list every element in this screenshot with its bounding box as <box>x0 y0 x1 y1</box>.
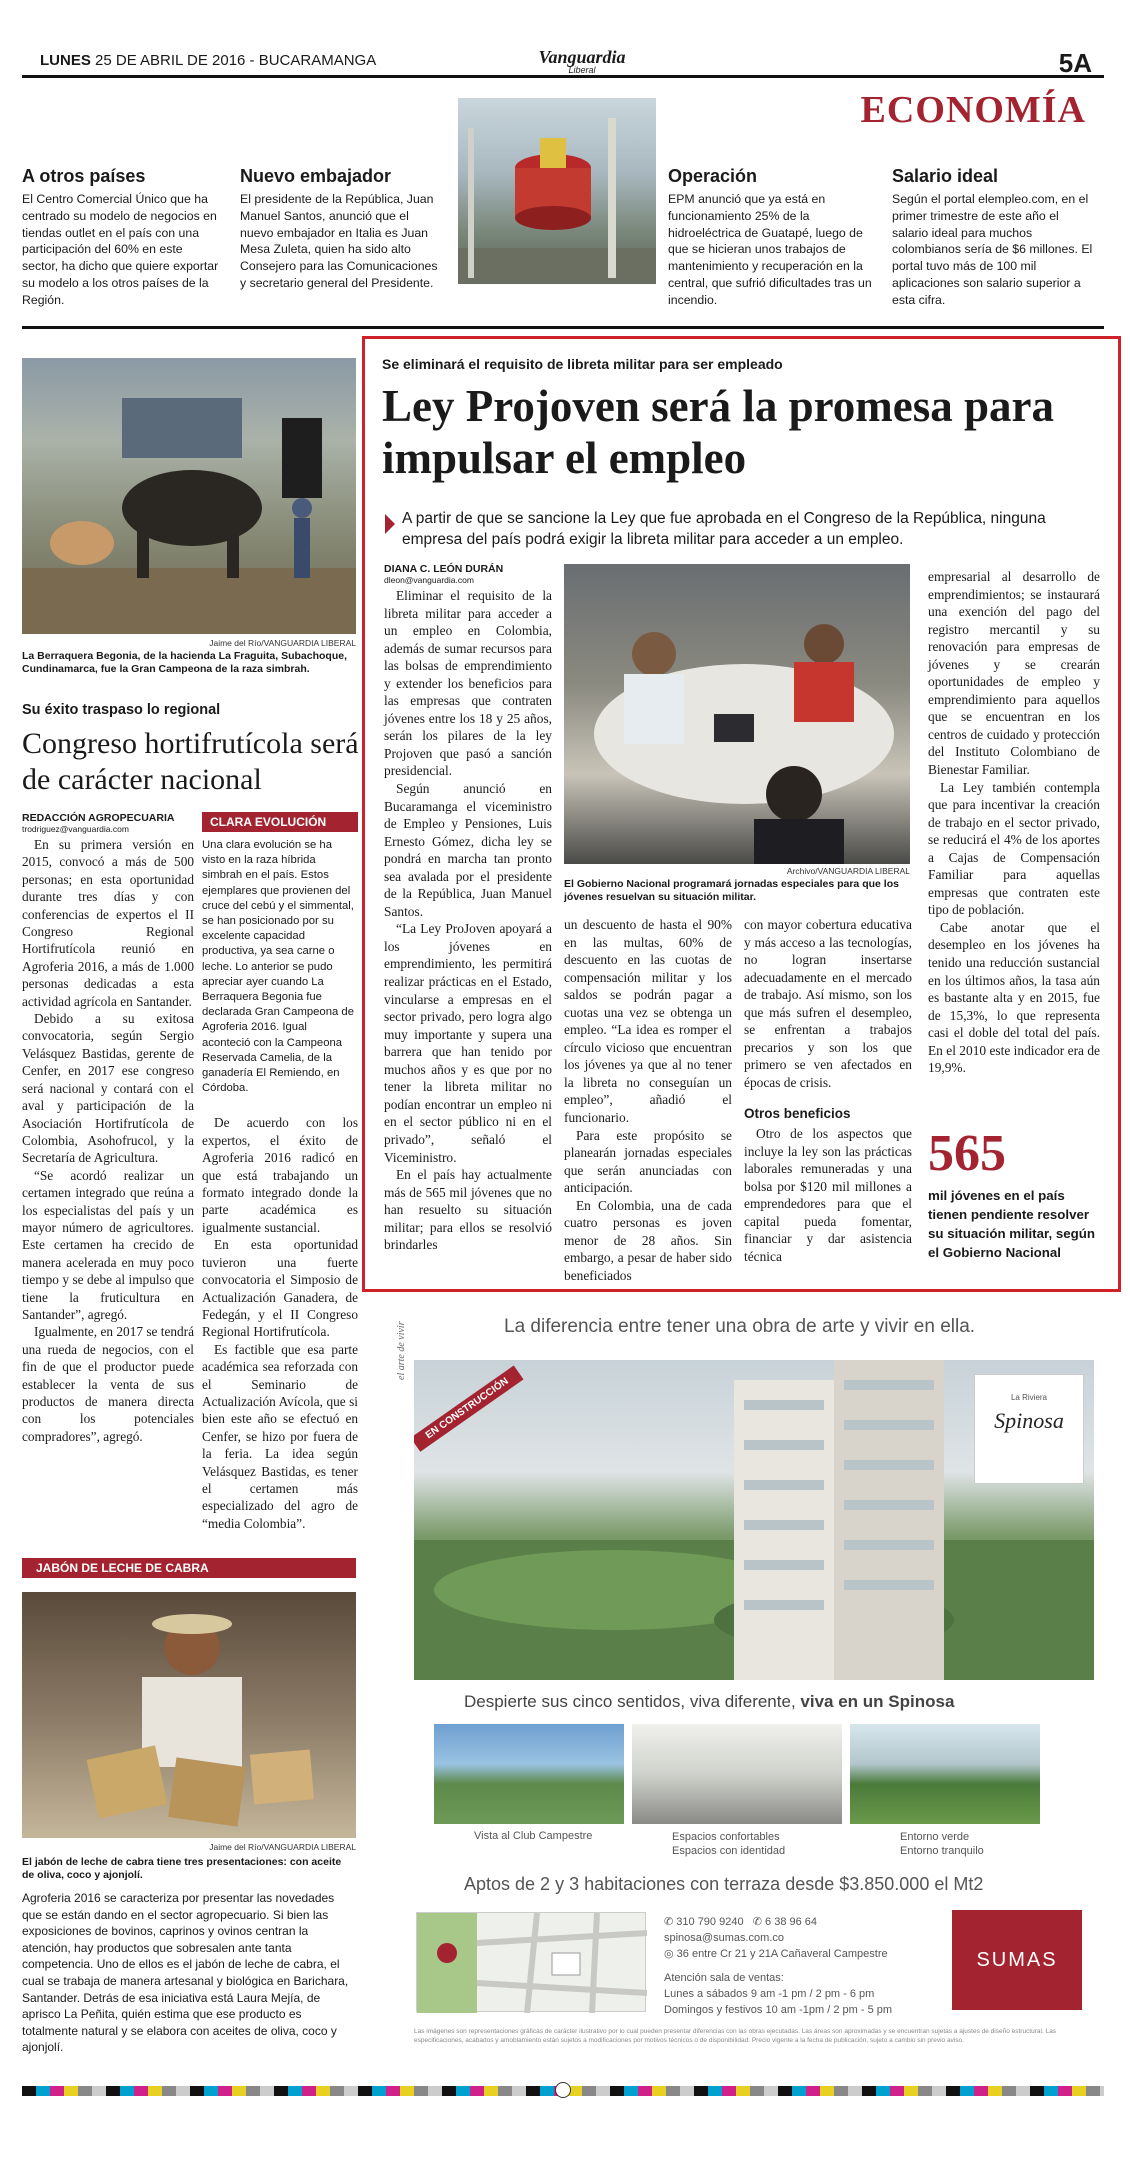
paragraph: Es factible que esa parte académica sea reforzada con el Seminario de Actualización Avícola, que si bien este año se efectuó en Cenfer, se hizo por fuera de la feria. La idea según Velásquez Bastidas, es tener el certamen más especializado del agro de “media Colombia”. <box>202 1341 358 1531</box>
ad-hero-image <box>414 1360 1094 1680</box>
ad-brand-box <box>974 1374 1084 1484</box>
brief-title: Salario ideal <box>892 166 999 186</box>
date-line <box>40 52 376 69</box>
main-col-2 <box>564 916 732 1284</box>
location-icon: ◎ <box>664 1948 677 1960</box>
paragraph: Cabe anotar que el desempleo en los jóvenes ha tenido una reducción sustancial en los últimos años, la tasa aún es bastante alta y en 2015, fue de 15,3%, lo que representa casi el doble del total del país. En el 2010 este indicador era de 19,9%. <box>928 919 1100 1076</box>
ad-phone: 310 790 9240 <box>676 1916 744 1928</box>
paragraph: La Ley también contempla que para incentivar la creación de trabajo en el sector privado, se reducirá el 4% de los aportes a Cajas de Compensación Familiar para aquellas empresas que contraten este tipo de población. <box>928 779 1100 918</box>
ad-offer: Aptos de 2 y 3 habitaciones con terraza desde $3.850.000 el Mt2 <box>464 1874 984 1894</box>
sidebar-label: CLARA EVOLUCIÓN <box>202 812 358 832</box>
ad-phones <box>664 1914 944 1930</box>
soap-illustration <box>22 1592 356 1838</box>
phone-icon: ✆ <box>664 1916 677 1928</box>
logo-main: Vanguardia <box>538 47 626 67</box>
stat-text: mil jóvenes en el país tienen pendiente resolver su situación militar, según el Gobierno Nacional <box>928 1188 1095 1260</box>
brief-title: Operación <box>668 166 758 186</box>
phone-icon-2: ✆ <box>746 1916 766 1928</box>
brief-text: Según el portal elempleo.com, en el primer trimestre de este año el salario ideal para muchos colombianos sería de $6 millones. El portal tuvo más de 100 mil aplicaciones son salario superior a esta cifra. <box>892 192 1093 307</box>
deck-marker <box>385 514 395 534</box>
goat-photo-caption: El jabón de leche de cabra tiene tres presentaciones: con aceite de oliva, coco y ajonjolí. <box>22 1856 342 1881</box>
story-body <box>22 836 194 1445</box>
ad-thumb-line: Vista al Club Campestre <box>474 1830 593 1842</box>
paragraph: En esta oportunidad tuvieron una fuerte convocatoria el Simposio de Actualización Ganadera, de Fedegán, y el II Congreso Regional Hortifrutícola. <box>202 1237 358 1340</box>
story-headline: Congreso hortifrutícola será de carácter nacional <box>22 727 359 796</box>
ad-hours-title: Atención sala de ventas: <box>664 1972 784 1984</box>
paragraph: un descuento de hasta el 90% en las multas, 60% de descuento en las cuotas de compensación militar y los saldos se podrán pagar a cuotas una vez se obtenga un empleo. “La idea es romper el círculo vicioso que encuentran los jóvenes ya que al no tener la libreta no conseguían un empleo”, añadió el funcionario. <box>564 917 732 1126</box>
ad-address: 36 entre Cr 21 y 21A Cañaveral Campestre <box>676 1948 888 1960</box>
ad-email: spinosa@sumas.com.co <box>664 1932 784 1944</box>
ad-thumb-line: Espacios confortables <box>672 1831 780 1843</box>
goat-photo-credit: Jaime del Río/VANGUARDIA LIBERAL <box>209 1842 356 1852</box>
main-headline: Ley Projoven será la promesa para impulsar el empleo <box>382 381 1054 483</box>
ad-slogan-part2: viva en un Spinosa <box>800 1692 955 1711</box>
ad-hours-1: Lunes a sábados 9 am -1 pm / 2 pm - 6 pm <box>664 1988 875 2000</box>
paragraph: De acuerdo con los expertos, el éxito de Agroferia 2016 radicó en que está trabajando un formato integrado donde la parte académica es igualmente sustancial. <box>202 1115 358 1235</box>
left-col-1 <box>22 812 194 1445</box>
soap-photo <box>22 1592 356 1838</box>
main-subhead: Otros beneficios <box>744 1106 851 1122</box>
ad-map <box>416 1912 646 2012</box>
page-number: 5A <box>1058 48 1092 78</box>
paragraph: Según anunció en Bucaramanga el viceministro de Empleo y Pensiones, Luis Ernesto Gómez, dicha ley se pondrá en marcha tan pronto sea avalada por el presidente de la República, Juan Manuel Santos. <box>384 781 552 919</box>
ad-builder-name: SUMAS <box>976 1948 1058 1971</box>
left-col-2 <box>202 812 358 1532</box>
paragraph: En Colombia, una de cada cuatro personas es joven menor de 28 años. Sin embargo, a pesar de haber sido beneficiados <box>564 1197 732 1283</box>
meeting-photo <box>564 564 910 864</box>
paragraph: con mayor cobertura educativa y más acceso a las tecnologías, no logran insertarse adecuadamente en el mercado de trabajo. Así mismo, son los que más sufren el desempleo, se enfrentan a trabajos precarios y son los que primero se ven afectados en épocas de crisis. <box>744 917 912 1090</box>
paragraph: Eliminar el requisito de la libreta militar para acceder a un empleo en Colombia, además de sumar recursos para las bolsas de emprendimiento y extender los beneficios para las empresas que contraten jóvenes entre los 18 y 25 años, serán los pilares de la ley Projoven que pasó a sanción presidencial. <box>384 588 552 779</box>
turbine-illustration <box>458 98 656 284</box>
paragraph: Igualmente, en 2017 se tendrá una rueda de negocios, con el fin de que el productor puede establecer la venta de sus productos de manera directa con los potenciales compradores”, agregó. <box>22 1324 194 1444</box>
paragraph: En el país hay actualmente más de 565 mil jóvenes que no han resuelto su situación militar; para ellos se resolvió brindarles <box>384 1167 552 1253</box>
story-kicker: Su éxito traspaso lo regional <box>22 702 221 718</box>
ad-thumb-line: Entorno verde <box>900 1831 970 1843</box>
main-col-4 <box>928 568 1100 1077</box>
ad-thumb-1 <box>434 1724 624 1824</box>
briefs-divider <box>22 326 1104 329</box>
story-email: trodriguez@vanguardia.com <box>22 824 129 834</box>
ad-construction-badge: EN CONSTRUCCIÓN <box>414 1365 524 1451</box>
ad-vertical-text: el arte de vivir <box>396 1321 407 1380</box>
paragraph: Otro de los aspectos que incluye la ley son las prácticas laborales remuneradas y una bolsa por $120 mil millones a emprendedores para que el capital pueda fomentar, financiar y dar asistencia técnica <box>744 1126 912 1264</box>
main-body-col1 <box>384 587 552 1254</box>
photo-caption: La Berraquera Begonia, de la hacienda La Fraguita, Subachoque, Cundinamarca, fue la Gran Campeona de la raza simbrah. <box>22 650 347 675</box>
ad-container <box>396 1300 1104 2080</box>
main-kicker: Se eliminará el requisito de libreta militar para ser empleado <box>382 356 783 372</box>
stat-number: 565 <box>928 1125 1006 1182</box>
ad-brand-small: La Riviera <box>1010 1393 1047 1402</box>
brief-text: EPM anunció que ya está en funcionamiento 25% de la hidroeléctrica de Guatapé, luego de que se hicieran unos trabajos de mantenimiento y recuperación en la central, que sufrió dificultades tras un incendio. <box>668 192 872 307</box>
paragraph: “La Ley ProJoven apoyará a los jóvenes en emprendimiento, les permitirá realizar prácticas en el Estado, vincularse a empresas en el sector privado, pero logra algo muy importante y supera una barrera que han tenido por muchos años y es que por no tener la libreta militar no podían encontrar un empleo ni en el sector público ni en el privado”, señaló el Viceministro. <box>384 921 552 1165</box>
ad-thumb-label-2 <box>672 1830 785 1858</box>
brief-text: El presidente de la República, Juan Manuel Santos, anunció que el nuevo embajador en Italia es Juan Mesa Zuleta, quien ha sido alto Consejero para las Comunicaciones y secretario general del Presidente. <box>240 192 438 290</box>
ad-thumb-line: Espacios con identidad <box>672 1845 786 1857</box>
sidebar-text: Una clara evolución se ha visto en la raza híbrida simbrah en el país. Estos ejemplares que provienen del cruce del cebú y el simmental, se han posicionado por su excelente capacidad productiva, ya sea carne o leche. Lo anterior se pudo apreciar ayer cuando La Berraquera Begonia fue declarada Gran Campeona de Agroferia 2016. Igual aconteció con la Campeona Reservada Camelia, de la ganadería El Remiendo, en Córdoba. <box>202 839 354 1095</box>
goat-section-label-bar <box>22 1558 356 1578</box>
ad-phone-2: 6 38 96 64 <box>765 1916 818 1928</box>
main-photo-credit: Archivo/VANGUARDIA LIBERAL <box>786 866 910 876</box>
ad-thumb-line: Entorno tranquilo <box>900 1845 984 1857</box>
brief-3 <box>668 166 873 309</box>
goat-section-label: JABÓN DE LECHE DE CABRA <box>36 1561 209 1575</box>
main-col-1 <box>384 563 552 1254</box>
goat-text: Agroferia 2016 se caracteriza por presentar las novedades que se están dando en el sector agropecuario. Si bien las exposiciones de bovinos, caprinos y ovinos centran la atención, hay productos que sobresalen ante tanta competencia. Uno de ellos es el jabón de leche de cabra, el cual se trabaja de manera artesanal y biológica en Barichara, Santander. Detrás de esa iniciativa está Laura Mejía, de aprisco La Peñita, quién estima que ese producto es totalmente natural y se elabora con aceites de oliva, coco y ajonjolí. <box>22 1891 349 2055</box>
ad-slogan-part1: Despierte sus cinco sentidos, viva diferente, <box>464 1692 796 1711</box>
ad-thumb-3 <box>850 1724 1040 1824</box>
main-col-3 <box>744 916 912 1265</box>
brief-title: A otros países <box>22 166 146 186</box>
ad-thumb-2 <box>632 1724 842 1824</box>
masthead-logo <box>522 48 642 75</box>
photo-credit: Jaime del Río/VANGUARDIA LIBERAL <box>209 638 356 648</box>
paragraph: “Se acordó realizar un certamen integrado que reúna a los especialistas del país y un mayor número de agricultores. Este certamen ha crecido de manera acelerada en muy poco tiempo y se debe al impulso que tiene la fruticultura en Santander”, agregó. <box>22 1167 194 1322</box>
main-email: dleon@vanguardia.com <box>384 575 474 585</box>
date-day: LUNES <box>40 52 91 69</box>
paragraph: empresarial al desarrollo de emprendimientos; se instaurará una exención del pago del registro mercantil y su renovación para empresas de jóvenes y se crearán oportunidades de empleo y emprendimiento para aquellos que se encuentran en los centros de cuidado y protección del Instituto Colombiano de Bienestar Familiar. <box>928 569 1100 778</box>
cattle-photo <box>22 358 356 634</box>
paragraph: Para este propósito se planearán jornadas especiales que serán anunciadas con anticipación. <box>564 1127 732 1196</box>
date-rest: 25 DE ABRIL DE 2016 - BUCARAMANGA <box>95 52 377 69</box>
page-header <box>22 48 1104 78</box>
main-photo-caption: El Gobierno Nacional programará jornadas especiales para que los jóvenes resuelvan su situación militar. <box>564 878 899 903</box>
main-byline: DIANA C. LEÓN DURÁN <box>384 563 504 575</box>
paragraph: En su primera versión en 2015, convocó a más de 500 personas; en esta oportunidad durante tres días y con conferencias de expertos el II Congreso Regional Hortifrutícola reunió en Agroferia 2016, a más de 1.000 personas dedicadas a esta actividad agrícola en Santander. <box>22 837 194 1009</box>
cattle-illustration <box>22 358 356 634</box>
registration-mark-icon <box>555 2082 571 2098</box>
story-byline: REDACCIÓN AGROPECUARIA <box>22 812 175 824</box>
section-title: ECONOMÍA <box>860 89 1086 131</box>
dam-photo <box>458 98 656 284</box>
story-body-continued <box>202 1114 358 1532</box>
ad-hours-2: Domingos y festivos 10 am -1pm / 2 pm - 5 pm <box>664 2004 893 2016</box>
main-deck: A partir de que se sancione la Ley que fue aprobada en el Congreso de la República, ninguna empresa del país podrá exigir la libreta militar para acceder a un empleo. <box>402 510 1046 548</box>
ad-disclaimer: Las imágenes son representaciones gráficas de carácter ilustrativo por lo cual pueden presentar diferencias con las obras ejecutadas. Las áreas son aproximadas y se encuentran sujetas a ajustes de diseño estructural. Las especificaciones, acabados y amoblamiento están sujetos a modificaciones por motivos técnicos o de disponibilidad. Precio vigente a la fecha de publicación, sujeto a cambio sin previo aviso. <box>414 2028 1057 2044</box>
ad-slogan <box>464 1692 1064 1712</box>
ad-thumb-label-1 <box>474 1830 592 1842</box>
ad-tagline: La diferencia entre tener una obra de arte y vivir en ella. <box>504 1316 976 1337</box>
brief-text: El Centro Comercial Único que ha centrado su modelo de negocios en tiendas outlet en el país con una participación del 60% en este sector, ha dicho que quiere exportar su modelo a los otros países de la Región. <box>22 192 219 307</box>
ad-brand: Spinosa <box>994 1408 1064 1433</box>
paragraph: Debido a su exitosa convocatoria, según Sergio Velásquez Bastidas, gerente de Cenfer, en 2017 ese congreso será nacional y contará con el aval y participación de la Asociación Hortifrutícola de Colombia, Asohofrucol, y la Secretaría de Agricultura. <box>22 1011 194 1166</box>
ad-contact <box>664 1914 944 2018</box>
brief-title: Nuevo embajador <box>240 166 392 186</box>
brief-4 <box>892 166 1097 309</box>
ad-builder-logo <box>952 1910 1082 2010</box>
map-illustration <box>417 1913 647 2013</box>
logo-sub: Liberal <box>568 65 596 75</box>
meeting-illustration <box>564 564 910 864</box>
brief-2 <box>240 166 445 292</box>
ad-thumb-label-3 <box>900 1830 984 1858</box>
brief-1 <box>22 166 222 309</box>
ad-address-row <box>664 1946 944 1962</box>
